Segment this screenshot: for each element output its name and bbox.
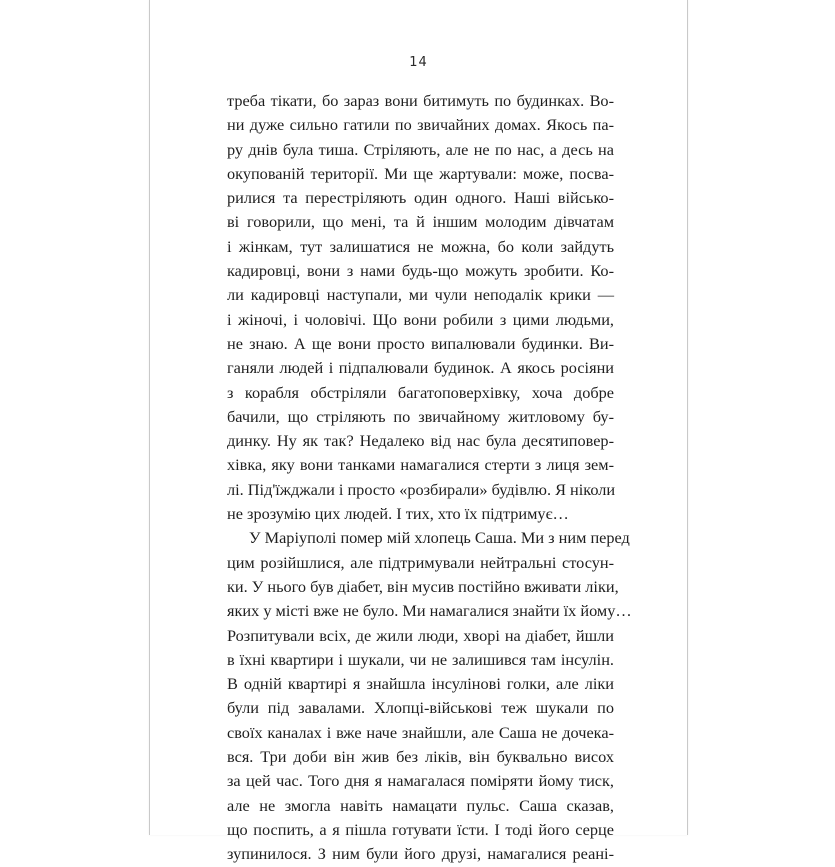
book-page	[149, 0, 688, 864]
text-line: Розпитували всіх, де жили люди, хворі на діабет, йшли	[227, 625, 614, 645]
text-line: зупинилося. З ним були його друзі, намагалися реані-	[227, 844, 614, 864]
text-line: кадировці, вони з нами будь-що можуть зробити. Ко-	[227, 261, 614, 281]
page-number: 14	[409, 55, 428, 70]
text-line: ганяли людей і підпалювали будинок. А якось росіяни	[227, 358, 614, 378]
text-line: ки. У нього був діабет, він мусив постійно вживати ліки,	[227, 576, 619, 596]
text-line: яких у місті вже не було. Ми намагалися знайти їх йому…	[227, 601, 632, 621]
text-line: в їхні квартири і шукали, чи не залишився там інсулін.	[227, 649, 614, 669]
text-line: вся. Три доби він жив без ліків, він буквально висох	[227, 747, 614, 767]
text-line: не знаю. А ще вони просто випалювали будинки. Ви-	[227, 333, 614, 353]
text-line: ві говорили, що мені, та й іншим молодим дівчатам	[227, 212, 614, 232]
text-line: своїх каналах і вже наче знайшли, але Саша не дочека-	[227, 722, 614, 742]
text-line: за цей час. Того дня я намагалася поміряти йому тиск,	[227, 771, 614, 791]
text-line: але не змогла навіть намацати пульс. Саша сказав,	[227, 795, 614, 815]
text-line: ру днів була тиша. Стріляють, але не по нас, а десь на	[227, 139, 614, 159]
text-line: динку. Ну як так? Недалеко від нас була десятиповер-	[227, 431, 614, 451]
text-line: треба тікати, бо зараз вони битимуть по будинках. Во-	[227, 91, 614, 110]
text-line: В одній квартирі я знайшла інсулінові голки, але ліки	[227, 674, 614, 694]
text-line: що поспить, а я пішла готувати їсти. І тоді його серце	[227, 819, 614, 839]
text-line: були під завалами. Хлопці-військові теж шукали по	[227, 698, 614, 718]
text-line: ли кадировці наступали, ми чули неподалік крики —	[227, 285, 614, 305]
text-line: і жінкам, тут залишатися не можна, бо коли зайдуть	[227, 236, 614, 256]
text-line: бачили, що стріляють по звичайному житловому бу-	[227, 406, 614, 426]
text-line: лі. Під'їжджали і просто «розбирали» будівлю. Я ніколи	[227, 479, 616, 499]
text-line: цим розійшлися, але підтримували нейтральні стосун-	[227, 552, 614, 572]
text-line: з корабля обстріляли багатоповерхівку, хоча добре	[227, 382, 614, 402]
page-text	[227, 89, 632, 867]
text-line: не зрозумію цих людей. І тих, хто їх підтримує…	[227, 504, 569, 524]
text-line: і жіночі, і чоловічі. Що вони робили з цими людьми,	[227, 309, 614, 329]
text-line: окупованій території. Ми ще жартували: може, посва-	[227, 163, 614, 183]
text-line: рилися та перестріляють один одного. Наші військо-	[227, 188, 614, 208]
text-line: У Маріуполі помер мій хлопець Саша. Ми з ним перед	[249, 528, 630, 548]
text-line: ни дуже сильно гатили по звичайних домах. Якось па-	[227, 115, 614, 135]
text-line: хівка, яку вони танками намагалися стерти з лиця зем-	[227, 455, 614, 475]
